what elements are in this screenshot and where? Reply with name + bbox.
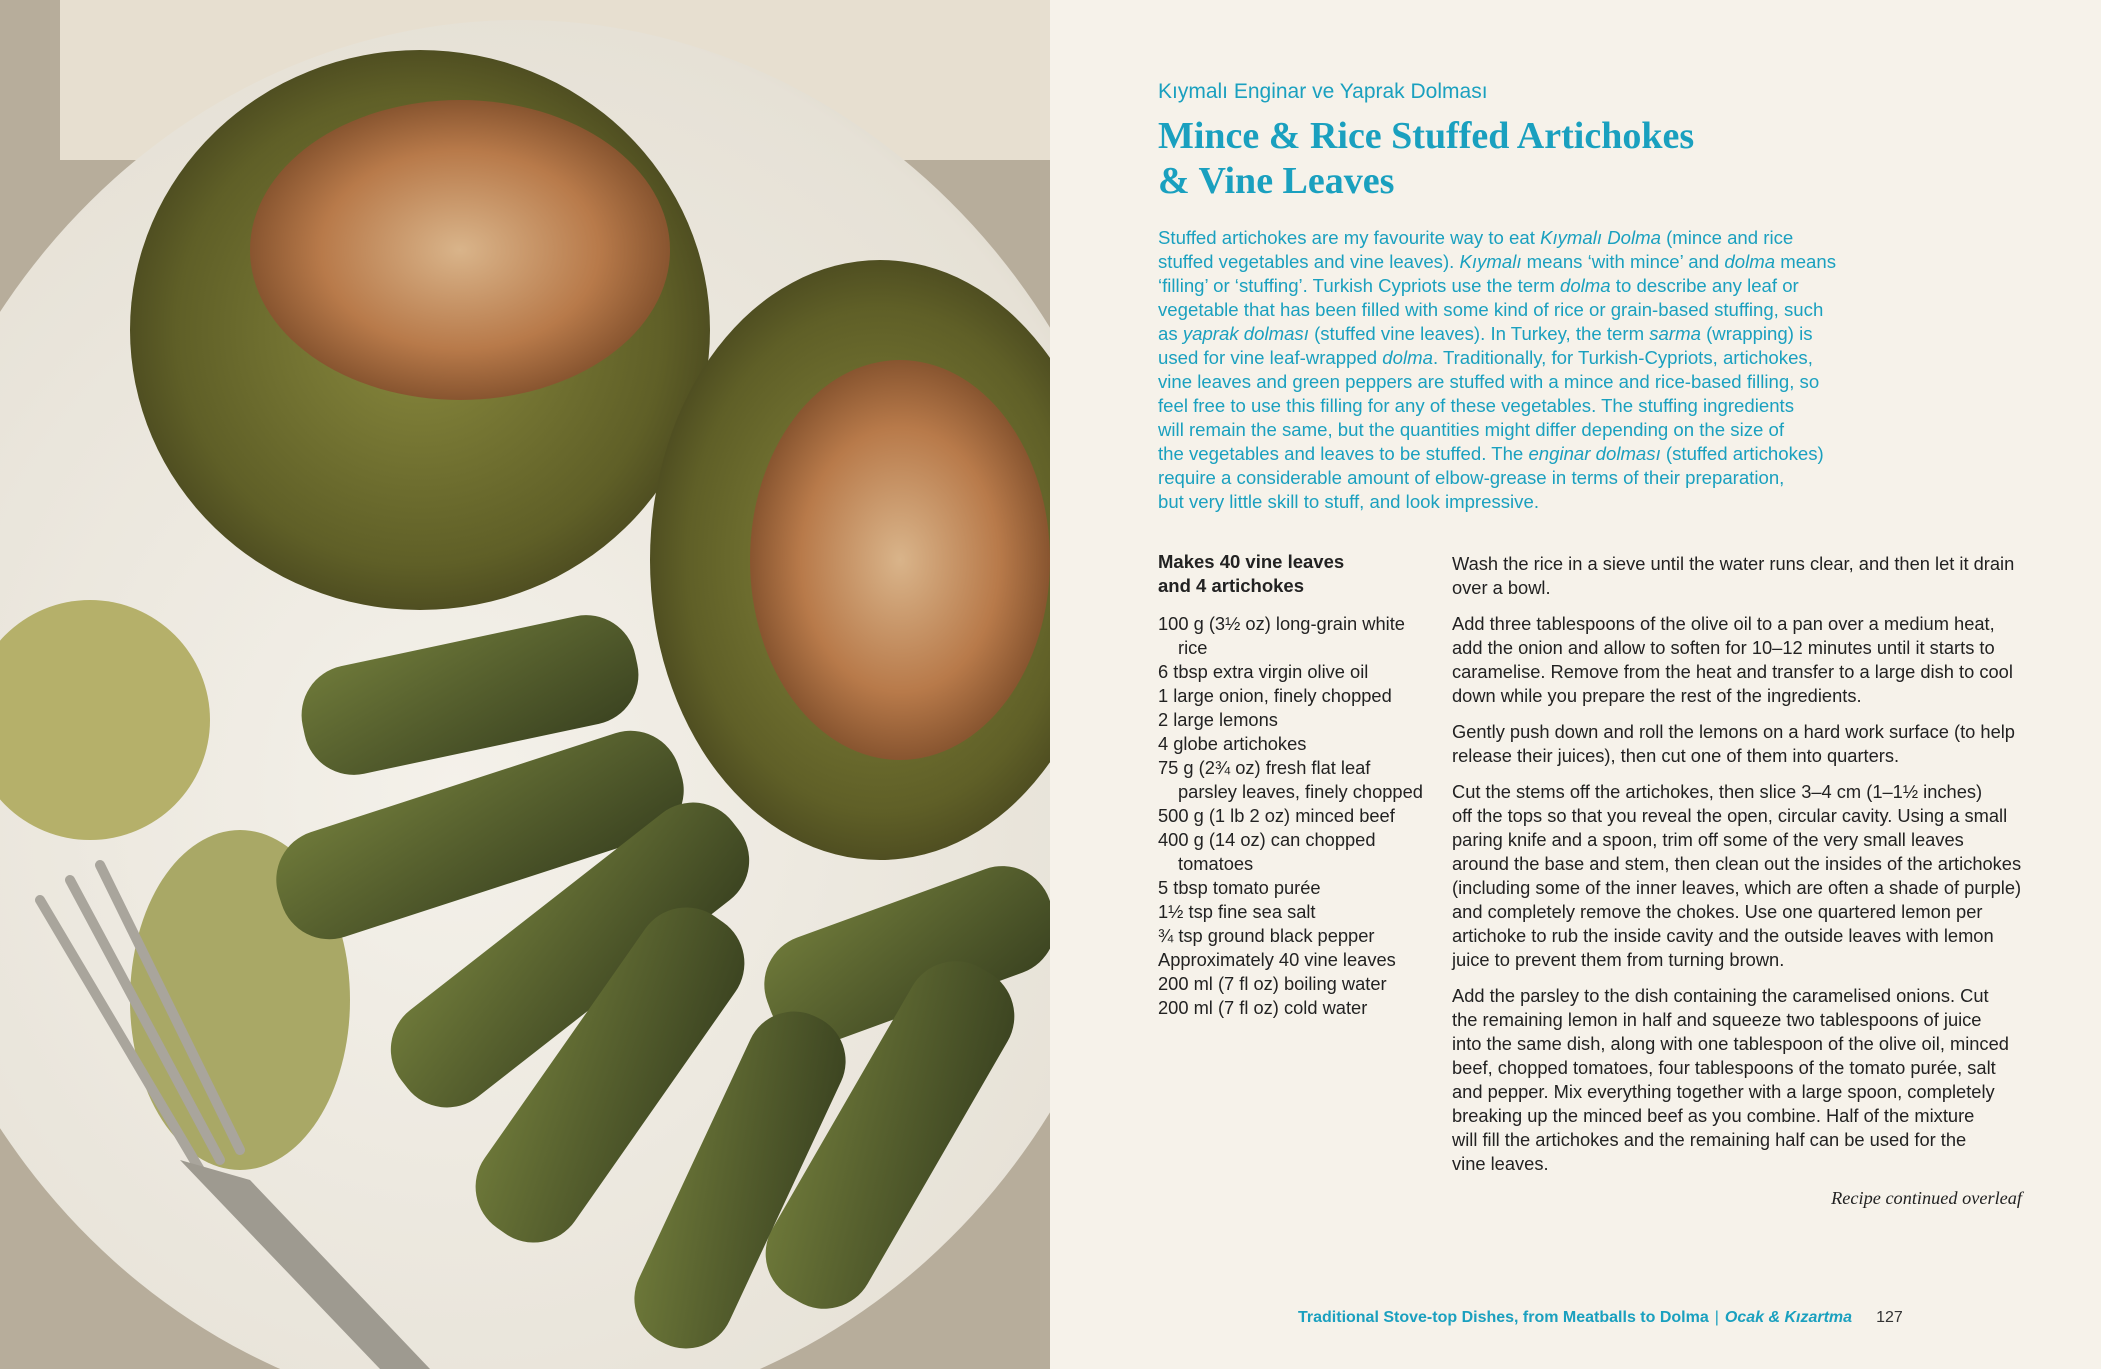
method-paragraph (1452, 612, 2022, 708)
method-paragraph (1452, 720, 2022, 768)
intro-text: (mince and rice (1660, 227, 1794, 248)
method-line: the remaining lemon in half and squeeze two tablespoons of juice (1452, 1009, 1982, 1030)
intro-text: as (1158, 323, 1183, 344)
intro-line (1158, 394, 1878, 418)
ingredient-item: 4 globe artichokes (1158, 733, 1307, 754)
intro-line (1158, 370, 1878, 394)
ingredient-item: 75 g (2¾ oz) fresh flat leaf (1158, 757, 1371, 778)
ingredient-item: 1 large onion, finely chopped (1158, 685, 1392, 706)
ingredient-item: tomatoes (1178, 853, 1254, 874)
intro-italic-term: yaprak dolması (1182, 323, 1309, 344)
intro-italic-term: enginar dolması (1528, 443, 1661, 464)
ingredient-item: 500 g (1 lb 2 oz) minced beef (1158, 805, 1395, 826)
recipe-page (1050, 0, 2101, 1369)
yield-line-1: Makes 40 vine leaves (1158, 551, 1345, 572)
method-line: paring knife and a spoon, trim off some of the very small leaves (1452, 829, 1964, 850)
ingredient-item: 1½ tsp fine sea salt (1158, 901, 1316, 922)
method-line: into the same dish, along with one tablespoon of the olive oil, minced (1452, 1033, 2009, 1054)
intro-line (1158, 298, 1878, 322)
intro-text: (stuffed artichokes) (1660, 443, 1824, 464)
recipe-title (1158, 114, 1858, 204)
method-line: Add the parsley to the dish containing the caramelised onions. Cut (1452, 985, 1989, 1006)
method-line: vine leaves. (1452, 1153, 1549, 1174)
footer-chapter-title: Traditional Stove-top Dishes, from Meatballs to Dolma (1298, 1309, 1709, 1326)
method-paragraph (1452, 984, 2022, 1176)
ingredient-item: 2 large lemons (1158, 709, 1278, 730)
recipe-title-line-1: Mince & Rice Stuffed Artichokes (1158, 115, 1695, 157)
ingredient-item: 5 tbsp tomato purée (1158, 877, 1321, 898)
intro-italic-term: Kıymalı (1459, 251, 1522, 272)
ingredient-list (1158, 612, 1458, 1020)
intro-text: (stuffed vine leaves). In Turkey, the term (1308, 323, 1650, 344)
intro-line (1158, 274, 1878, 298)
intro-text: . Traditionally, for Turkish-Cypriots, artichokes, (1432, 347, 1813, 368)
method-line: beef, chopped tomatoes, four tablespoons of the tomato purée, salt (1452, 1057, 1996, 1078)
method-line: and completely remove the chokes. Use one quartered lemon per (1452, 901, 1983, 922)
intro-line (1158, 226, 1878, 250)
intro-text: will remain the same, but the quantities might differ depending on the size of (1158, 419, 1785, 440)
intro-italic-term: dolma (1382, 347, 1433, 368)
page-footer (1298, 1309, 1903, 1327)
stuffed-artichokes-image (0, 0, 1050, 1369)
recipe-introduction (1158, 226, 1878, 514)
yield-label (1158, 550, 1438, 598)
intro-text: ‘filling’ or ‘stuffing’. Turkish Cypriots use the term (1158, 275, 1560, 296)
ingredient-item: 6 tbsp extra virgin olive oil (1158, 661, 1369, 682)
method-line: down while you prepare the rest of the ingredients. (1452, 685, 1862, 706)
recipe-subtitle: Kıymalı Enginar ve Yaprak Dolması (1158, 80, 1488, 103)
intro-italic-term: sarma (1649, 323, 1701, 344)
method-line: artichoke to rub the inside cavity and the outside leaves with lemon (1452, 925, 1994, 946)
ingredient-item: 400 g (14 oz) can chopped (1158, 829, 1376, 850)
ingredient-item: Approximately 40 vine leaves (1158, 949, 1396, 970)
method-line: Add three tablespoons of the olive oil to a pan over a medium heat, (1452, 613, 1995, 634)
intro-text: but very little skill to stuff, and look impressive. (1158, 491, 1539, 512)
intro-line (1158, 322, 1878, 346)
intro-line (1158, 250, 1878, 274)
method-paragraph (1452, 552, 2022, 600)
intro-text: Stuffed artichokes are my favourite way to eat (1158, 227, 1541, 248)
food-photo (0, 0, 1050, 1369)
intro-line (1158, 466, 1878, 490)
intro-line (1158, 442, 1878, 466)
recipe-title-line-2: & Vine Leaves (1158, 160, 1395, 202)
method-line: will fill the artichokes and the remaining half can be used for the (1452, 1129, 1967, 1150)
method-paragraph (1452, 780, 2022, 972)
yield-line-2: and 4 artichokes (1158, 575, 1305, 596)
intro-text: means (1775, 251, 1837, 272)
intro-italic-term: dolma (1559, 275, 1611, 296)
intro-text: vine leaves and green peppers are stuffed with a mince and rice-based filling, so (1158, 371, 1820, 392)
intro-text: stuffed vegetables and vine leaves). (1158, 251, 1460, 272)
method-line: around the base and stem, then clean out the insides of the artichokes (1452, 853, 2022, 874)
method-line: release their juices), then cut one of them into quarters. (1452, 745, 1900, 766)
ingredient-item: 200 ml (7 fl oz) cold water (1158, 997, 1368, 1018)
method-line: over a bowl. (1452, 577, 1551, 598)
method-line: breaking up the minced beef as you combine. Half of the mixture (1452, 1105, 1975, 1126)
intro-text: used for vine leaf-wrapped (1158, 347, 1383, 368)
intro-italic-term: dolma (1724, 251, 1776, 272)
intro-text: the vegetables and leaves to be stuffed. The (1158, 443, 1529, 464)
method-line: add the onion and allow to soften for 10–12 minutes until it starts to (1452, 637, 1995, 658)
intro-line (1158, 490, 1878, 514)
page-number: 127 (1876, 1309, 1903, 1326)
method-line: off the tops so that you reveal the open, circular cavity. Using a small (1452, 805, 2008, 826)
intro-text: means ‘with mince’ and (1521, 251, 1725, 272)
ingredient-item: 100 g (3½ oz) long-grain white (1158, 613, 1405, 634)
method-line: juice to prevent them from turning brown. (1452, 949, 1785, 970)
method-line: and pepper. Mix everything together with a large spoon, completely (1452, 1081, 1995, 1102)
ingredient-item: 200 ml (7 fl oz) boiling water (1158, 973, 1387, 994)
method-line: Wash the rice in a sieve until the water runs clear, and then let it drain (1452, 553, 2015, 574)
method-line: caramelise. Remove from the heat and transfer to a large dish to cool (1452, 661, 2013, 682)
intro-italic-term: Kıymalı Dolma (1540, 227, 1661, 248)
intro-line (1158, 346, 1878, 370)
intro-text: vegetable that has been filled with some kind of rice or grain-based stuffing, such (1158, 299, 1824, 320)
intro-text: to describe any leaf or (1610, 275, 1799, 296)
footer-separator: | (1714, 1309, 1719, 1326)
method-line: Gently push down and roll the lemons on a hard work surface (to help (1452, 721, 2015, 742)
intro-line (1158, 418, 1878, 442)
ingredient-item: ¾ tsp ground black pepper (1158, 925, 1375, 946)
intro-text: feel free to use this filling for any of these vegetables. The stuffing ingredients (1158, 395, 1795, 416)
intro-text: require a considerable amount of elbow-grease in terms of their preparation, (1158, 467, 1785, 488)
intro-text: (wrapping) is (1700, 323, 1813, 344)
method-steps (1452, 552, 2022, 1188)
method-line: Cut the stems off the artichokes, then slice 3–4 cm (1–1½ inches) (1452, 781, 1983, 802)
footer-chapter-name: Ocak & Kızartma (1724, 1309, 1853, 1326)
method-line: (including some of the inner leaves, which are often a shade of purple) (1452, 877, 2022, 898)
ingredient-item: rice (1178, 637, 1208, 658)
continued-note: Recipe continued overleaf (1831, 1188, 2022, 1208)
ingredient-item: parsley leaves, finely chopped (1178, 781, 1423, 802)
